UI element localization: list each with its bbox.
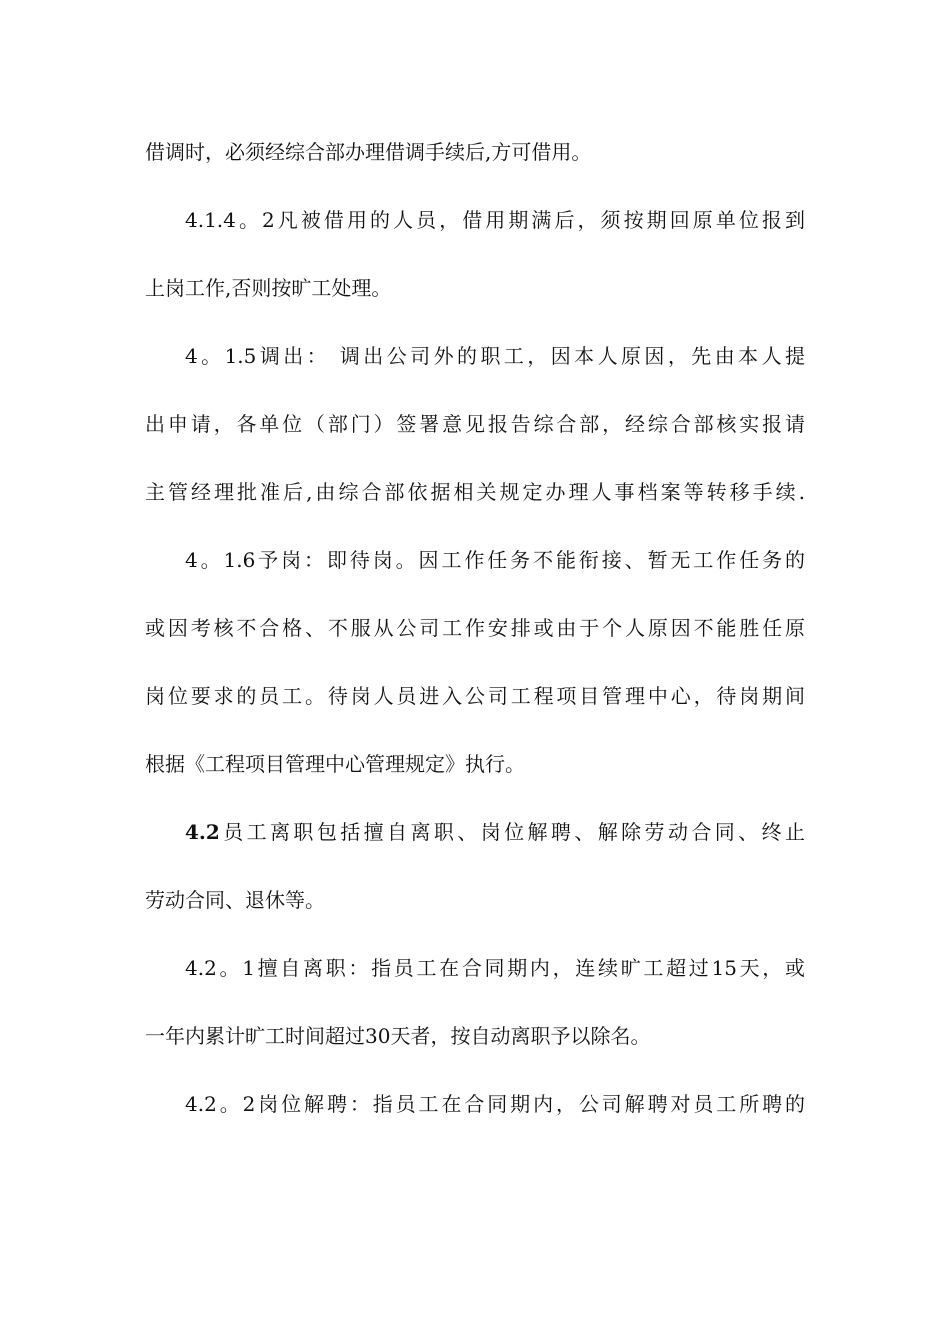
text-line-13: 4.2。1擅自离职：指员工在合同期内，连续旷工超过15天，或 [185,956,805,980]
text-line-11-body: 员工离职包括擅自离职、岗位解聘、解除劳动合同、终止 [219,820,805,844]
text-line-2: 4.1.4。2凡被借用的人员，借用期满后，须按期回原单位报到 [185,208,805,232]
text-line-3: 上岗工作,否则按旷工处理。 [145,276,392,300]
text-line-9: 岗位要求的员工。待岗人员进入公司工程项目管理中心，待岗期间 [145,684,805,708]
text-line-6: 主管经理批准后,由综合部依据相关规定办理人事档案等转移手续. [145,480,805,504]
text-line-10: 根据《工程项目管理中心管理规定》执行。 [145,752,525,776]
text-line-8: 或因考核不合格、不服从公司工作安排或由于个人原因不能胜任原 [145,616,805,640]
text-line-5: 出申请，各单位（部门）签署意见报告综合部，经综合部核实报请 [145,412,805,436]
text-line-4: 4。1.5调出： 调出公司外的职工，因本人原因，先由本人提 [185,344,805,368]
text-line-1: 借调时，必须经综合部办理借调手续后,方可借用。 [145,140,592,164]
text-line-7: 4。1.6予岗：即待岗。因工作任务不能衔接、暂无工作任务的 [185,548,805,572]
text-line-14: 一年内累计旷工时间超过30天者，按自动离职予以除名。 [145,1024,651,1048]
text-line-15: 4.2。2岗位解聘：指员工在合同期内，公司解聘对员工所聘的 [185,1092,805,1116]
section-number-4-2: 4.2 [185,820,220,844]
text-line-11 [185,816,805,848]
text-line-12: 劳动合同、退休等。 [145,888,325,912]
